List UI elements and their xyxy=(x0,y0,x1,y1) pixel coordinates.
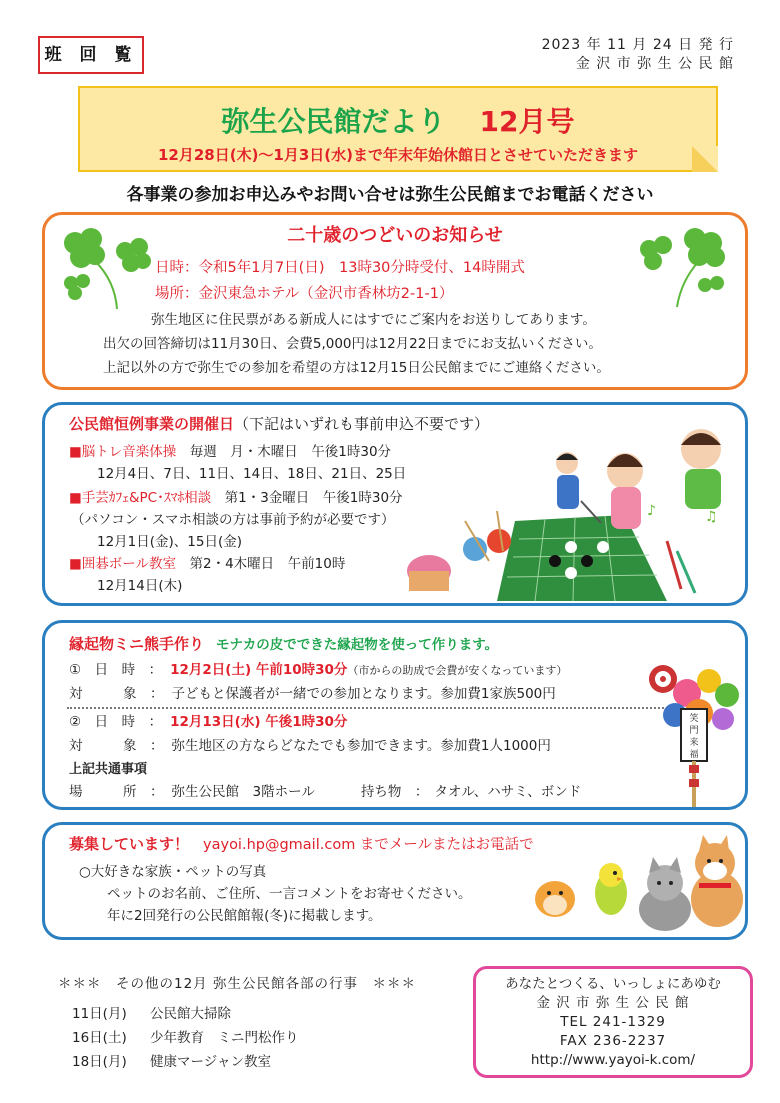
event-craft-cafe: ■手芸ｶﾌｪ&PC･ｽﾏﾎ相談 第1・3金曜日 午後1時30分 xyxy=(69,490,403,506)
event-go-ball-dates: 12月14日(木) xyxy=(97,578,183,594)
recruit-title: 募集しています！ xyxy=(69,835,190,853)
recruit-email: yayoi.hp@gmail.com までメールまたはお電話で xyxy=(203,837,534,853)
publisher: 金 沢 市 弥 生 公 民 館 xyxy=(575,56,734,72)
closure-notice: 12月28日(木)～1月3日(水)まで年末年始休館日とさせていただきます xyxy=(157,146,639,164)
page-fold xyxy=(692,146,718,172)
ceremony-line-1: 弥生地区に住民票がある新成人にはすでにご案内をお送りしてあります。 xyxy=(151,312,596,328)
other-events-heading: ＊＊＊ その他の12月 弥生公民館各部の行事 ＊＊＊ xyxy=(58,976,416,992)
recruit-line-2: 年に2回発行の公民館館報(冬)に掲載します。 xyxy=(107,908,382,924)
ceremony-line-2: 出欠の回答締切は11月30日、会費5,000円は12月22日までにお支払いください。 xyxy=(103,336,602,352)
pets-illustration xyxy=(531,829,745,939)
session-2-time: ② 日 時 ： 12月13日(水) 午後1時30分 xyxy=(69,714,348,730)
recruit-item: ○大好きな家族・ペットの写真 xyxy=(79,864,267,880)
contact-box xyxy=(473,966,753,1078)
bear-craft-subtitle: モナカの皮でできた縁起物を使って作ります。 xyxy=(216,637,499,653)
recruit-section xyxy=(42,822,748,940)
regular-events-title: 公民館恒例事業の開催日（下記はいずれも事前申込不要です） xyxy=(69,415,490,433)
kumade-sign: 笑 xyxy=(689,714,699,724)
kumade-illustration xyxy=(641,657,745,809)
bear-craft-title: 縁起物ミニ熊手作り xyxy=(69,635,205,653)
recruit-line-1: ペットのお名前、ご住所、一言コメントをお寄せください。 xyxy=(107,886,472,902)
ceremony-datetime: 日時：令和5年1月7日(日) 13時30分時受付、14時開式 xyxy=(155,260,525,276)
newsletter-title: 弥生公民館だより 12月号 xyxy=(221,105,575,138)
contact-name: 金 沢 市 弥 生 公 民 館 xyxy=(536,995,690,1011)
svg-text:♪: ♪ xyxy=(647,503,656,519)
event-brain-training: ■脳トレ音楽体操 毎週 月・木曜日 午後1時30分 xyxy=(69,444,392,460)
svg-text:♫: ♫ xyxy=(705,509,718,525)
title-banner xyxy=(78,86,718,172)
session-1-time: ① 日 時 ： 12月2日(土) 午前10時30分（市からの助成で会費が安くなっています） xyxy=(69,662,568,678)
svg-text:門: 門 xyxy=(689,726,699,736)
issue-info xyxy=(542,36,734,74)
other-events-list xyxy=(58,1002,416,1074)
event-row: 11日(月) 公民館大掃除 xyxy=(72,1006,231,1022)
regular-events-section xyxy=(42,402,748,606)
session-2-target: 対 象 ： 弥生地区の方ならどなたでも参加できます。参加費1人1000円 xyxy=(69,738,551,754)
event-craft-cafe-note: （パソコン・スマホ相談の方は事前予約が必要です） xyxy=(71,512,395,528)
contact-tel: TEL 241-1329 xyxy=(560,1014,666,1030)
contact-fax: FAX 236-2237 xyxy=(559,1033,667,1049)
bear-craft-section xyxy=(42,620,748,810)
recruit-heading xyxy=(69,835,534,854)
other-events xyxy=(58,972,416,1074)
ceremony-line-3: 上記以外の方で弥生での参加を希望の方は12月15日公民館までにご連絡ください。 xyxy=(103,360,610,376)
ceremony-title: 二十歳のつどいのお知らせ xyxy=(287,225,503,246)
common-info-heading: 上記共通事項 xyxy=(69,762,148,777)
svg-text:福: 福 xyxy=(689,750,699,760)
event-go-ball: ■囲碁ボール教室 第2・4木曜日 午前10時 xyxy=(69,556,346,572)
ceremony-venue: 場所：金沢東急ホテル（金沢市香林坊2-1-1） xyxy=(155,286,454,302)
session-divider xyxy=(67,707,707,709)
bear-craft-heading xyxy=(69,635,498,654)
contact-notice: 各事業の参加お申込みやお問い合せは弥生公民館までお電話ください xyxy=(126,185,654,205)
session-1-target: 対 象 ： 子どもと保護者が一緒での参加となります。参加費1家族500円 xyxy=(69,686,556,702)
svg-text:来: 来 xyxy=(689,738,699,748)
contact-url[interactable]: http://www.yayoi-k.com/ xyxy=(530,1052,696,1068)
event-row: 16日(土) 少年教育 ミニ門松作り xyxy=(72,1030,299,1046)
common-info-place: 場 所 ： 弥生公民館 3階ホール 持ち物 ： タオル、ハサミ、ボンド xyxy=(69,784,582,800)
issue-month: 12月号 xyxy=(479,105,575,138)
event-craft-cafe-dates: 12月1日(金)、15日(金) xyxy=(97,534,243,550)
event-row: 18日(月) 健康マージャン教室 xyxy=(72,1054,271,1070)
issue-date: 2023 年 11 月 24 日 発 行 xyxy=(541,37,734,53)
ceremony-section xyxy=(42,212,748,390)
event-brain-training-dates: 12月4日、7日、11日、14日、18日、21日、25日 xyxy=(97,466,407,482)
slogan: あなたとつくる、いっしょにあゆむ xyxy=(505,976,721,992)
circulation-badge: 班 回 覧 xyxy=(38,36,144,74)
regular-events-illustration xyxy=(405,411,745,603)
